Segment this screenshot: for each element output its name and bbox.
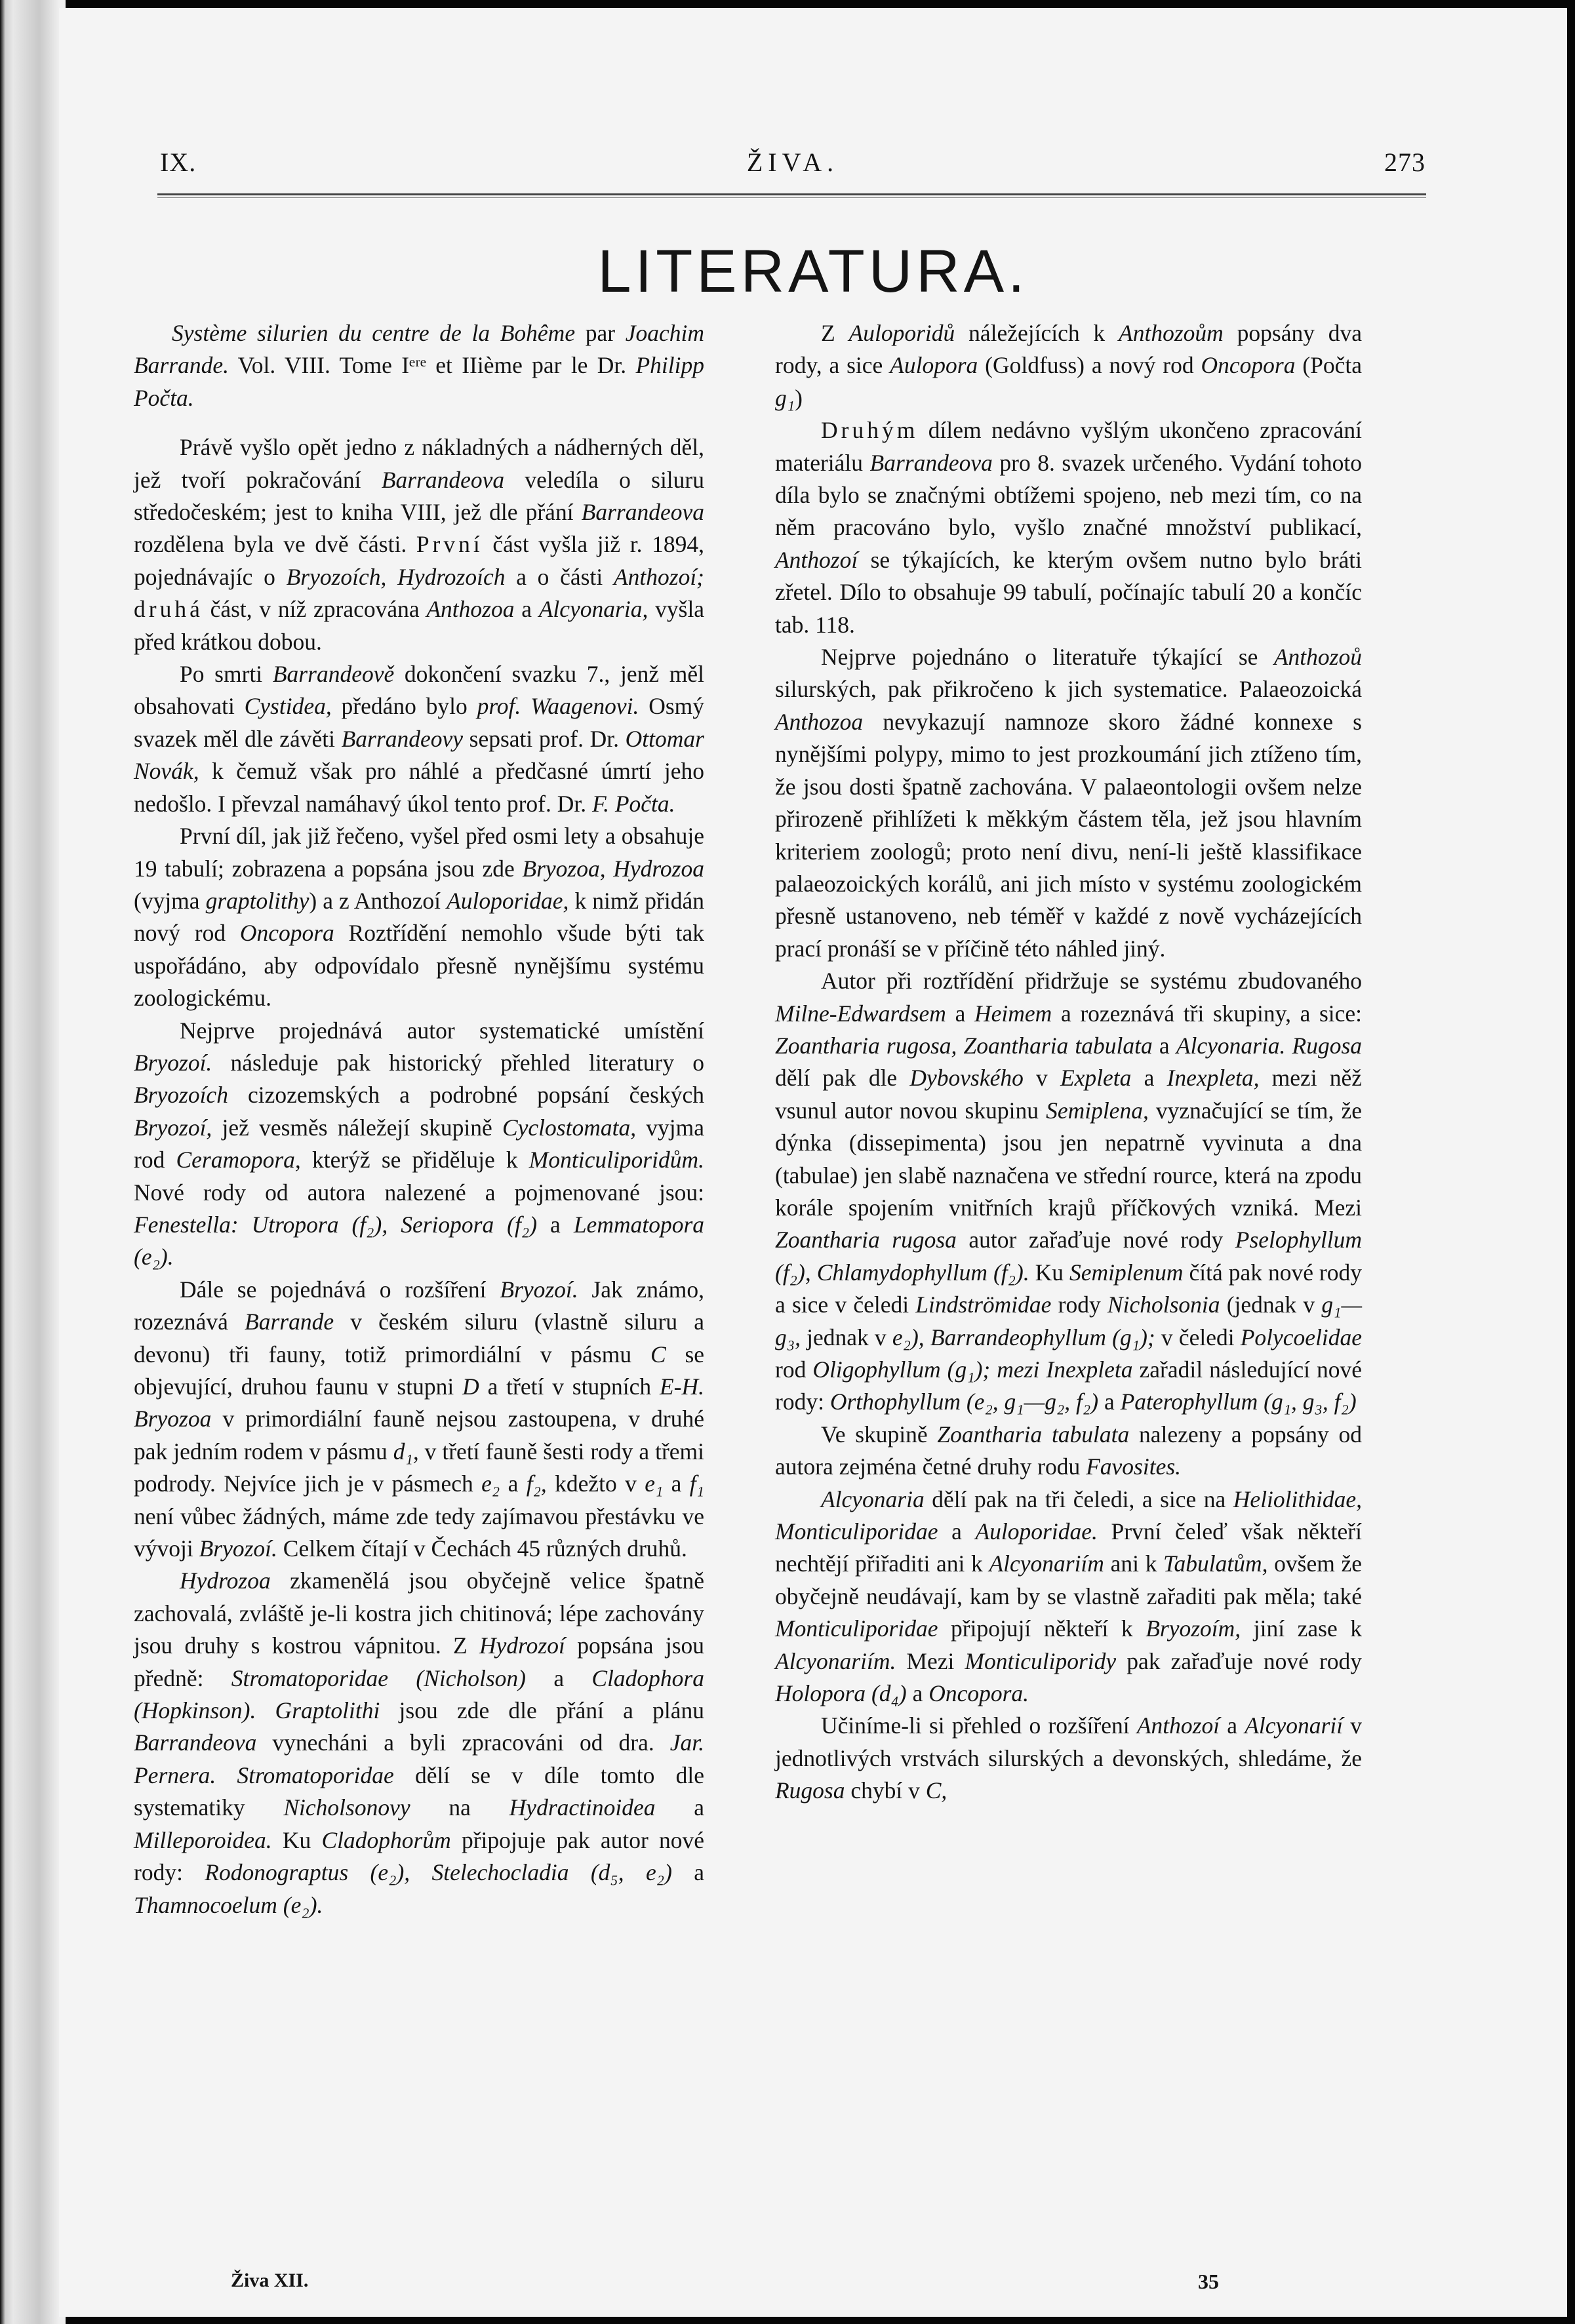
- paragraph: První díl, jak již řečeno, vyšel před osmi lety a obsahuje 19 tabulí; zobrazena a popsána jsou zde Bryozoa, Hydrozoa (vyjma graptolithy) a z Anthozoí Auloporidae, k nimž přidán nový rod Oncopora Roztřídění nemohlo všude býti tak uspořádáno, aby odpovídalo přesně nynějšímu systému zoologickému.: [134, 823, 705, 1012]
- left-column: [134, 317, 704, 1921]
- page-number: 273: [1384, 148, 1425, 177]
- volume-number: IX.: [160, 148, 197, 177]
- paragraph: Autor při roztřídění přidržuje se systému zbudovaného Milne-Edwardsem a Heimem a rozeznává tři skupiny, a sice: Zoantharia rugosa, Zoantharia tabulata a Alcyonaria. Rugosa dělí pak dle Dybovského v Expleta a Inexpleta, mezi něž vsunul autor novou skupinu Semiplena, vyznačující se tím, že dýnka (dissepimenta) jsou jen nepatrně vyvinuta a dna (tabulae) jen slabě naznačena ve střední rource, která na zpodu korále spojením vnitřních krajů příčkových vzniká. Mezi Zoantharia rugosa autor zařaďuje nové rody Pselophyllum (f₂), Chlamydophyllum (f₂). Ku Semiplenum čítá pak nové rody a sice v čeledi Lindströmidae rody Nicholsonia (jednak v g₁—g₃, jednak v e₂), Barrandeophyllum (g₁); v čeledi Polycoelidae rod Oligophyllum (g₁); mezi Inexpleta zařadil následující nové rody: Orthophyllum (e₂, g₁—g₂, f₂) a Paterophyllum (g₁, g₃, f₂): [775, 968, 1363, 1415]
- running-header: [160, 134, 1425, 186]
- right-column: [775, 317, 1362, 1807]
- paragraph: Alcyonaria dělí pak na tři čeledi, a sice na Heliolithidae, Monticuliporidae a Auloporidae. První čeleď však někteří nechtějí přiřaditi ani k Alcyonariím ani k Tabulatům, ovšem že obyčejně neudávají, kam by se vlastně zařaditi pak měla; také Monticuliporidae připojují někteří k Bryozoím, jiní zase k Alcyonariím. Mezi Monticuliporidy pak zařaďuje nové rody Holopora (d₄) a Oncopora.: [775, 1486, 1363, 1707]
- signature-mark: Živa XII.: [231, 2270, 309, 2291]
- book-citation: Système silurien du centre de la Bohême par Joachim Barrande. Vol. VIII. Tome Iᵉʳᵉ et IIième par le Dr. Philipp Počta.: [134, 320, 704, 411]
- paragraph: Učiníme-li si přehled o rozšíření Anthozoí a Alcyonarií v jednotlivých vrstvách silurských a devonských, shledáme, že Rugosa chybí v C,: [775, 1712, 1363, 1804]
- paragraph: Po smrti Barrandeově dokončení svazku 7., jenž měl obsahovati Cystidea, předáno bylo prof. Waagenovi. Osmý svazek měl dle závěti Barrandeovy sepsati prof. Dr. Ottomar Novák, k čemuž však pro náhlé a předčasné úmrtí jeho nedošlo. I převzal namáhavý úkol tento prof. Dr. F. Počta.: [134, 661, 705, 817]
- paragraph: Nejprve projednává autor systematické umístění Bryozoí. následuje pak historický přehled literatury o Bryozoích cizozemských a podrobné popsání českých Bryozoí, jež vesměs náležejí skupině Cyclostomata, vyjma rod Ceramopora, kterýž se přiděluje k Monticuliporidům. Nové rody od autora nalezené a pojmenované jsou: Fenestella: Utropora (f₂), Seriopora (f₂) a Lemmatopora (e₂).: [134, 1017, 705, 1270]
- header-rule: [157, 193, 1426, 198]
- paragraph: Z Auloporidů náležejících k Anthozoům popsány dva rody, a sice Aulopora (Goldfuss) a nový rod Oncopora (Počta g₁): [775, 320, 1363, 411]
- paragraph: Druhým dílem nedávno vyšlým ukončeno zpracování materiálu Barrandeova pro 8. svazek určeného. Vydání tohoto díla bylo se značnými obtížemi spojeno, neb mezi tím, co na něm pracováno bylo, vyšlo značné množství publikací, Anthozoí se týkajících, ke kterým ovšem nutno bylo bráti zřetel. Dílo to obsahuje 99 tabulí, počínajíc tabulí 20 a končíc tab. 118.: [775, 417, 1363, 638]
- paragraph: Nejprve pojednáno o literatuře týkající se Anthozoů silurských, pak přikročeno k jich systematice. Palaeozoická Anthozoa nevykazují namnoze skoro žádné konnexe s nynějšími polypy, mimo to jest prozkoumání jich ztíženo tím, že jsou dosti špatně zachována. V palaeontologii ovšem nelze přirozeně přihlížeti k měkkým částem těla, jež jsou hlavním kriteriem zoologů; proto není divu, není-li ještě klassifikace palaeozoických korálů, ani jich místo v systému zoologickém přesně ustanoveno, neb téměř v každé z nově vycházejících prací pronáší se v příčině této náhled jiný.: [775, 644, 1362, 962]
- paragraph: Ve skupině Zoantharia tabulata nalezeny a popsány od autora zejména četné druhy rodu Favosites.: [775, 1421, 1362, 1480]
- journal-name: ŽIVA.: [746, 148, 839, 177]
- scan-edge: [0, 0, 66, 2324]
- paragraph: Dále se pojednává o rozšíření Bryozoí. Jak známo, rozeznává Barrande v českém siluru (vlastně siluru a devonu) tři fauny, totiž primordiální v pásmu C se objevující, druhou faunu v stupni D a třetí v stupních E-H. Bryozoa v primordiální fauně nejsou zastoupena, v druhé pak jedním rodem v pásmu d₁, v třetí fauně šesti rody a třemi podrody. Nejvíce jich je v pásmech e₂ a f₂, kdežto v e₁ a f₁ není vůbec žádných, máme zde tedy zajímavou přestávku ve vývoji Bryozoí. Celkem čítají v Čechách 45 různých druhů.: [134, 1276, 705, 1562]
- sheet-number: 35: [1198, 2270, 1219, 2293]
- section-title: LITERATURA.: [597, 238, 1029, 305]
- page: [59, 8, 1567, 2317]
- paragraph: Hydrozoa zkamenělá jsou obyčejně velice špatně zachovalá, zvláště je-li kostra jich chitinová; lépe zachovány jsou druhy s kostrou vápnitou. Z Hydrozoí popsána jsou předně: Stromatoporidae (Nicholson) a Cladophora (Hopkinson). Graptolithi jsou zde dle přání a plánu Barrandeova vynecháni a byli zpracováni od dra. Jar. Pernera. Stromatoporidae dělí se v díle tomto dle systematiky Nicholsonovy na Hydractinoidea a Milleporoidea. Ku Cladophorům připojuje pak autor nové rody: Rodonograptus (e₂), Stelechocladia (d₅, e₂) a Thamnocoelum (e₂).: [134, 1567, 705, 1918]
- paragraph: Právě vyšlo opět jedno z nákladných a nádherných děl, jež tvoří pokračování Barrandeova veledíla o siluru středočeském; jest to kniha VIII, jež dle přání Barrandeova rozdělena byla ve dvě části. První část vyšla již r. 1894, pojednávajíc o Bryozoích, Hydrozoích a o části Anthozoí; druhá část, v níž zpracována Anthozoa a Alcyonaria, vyšla před krátkou dobou.: [134, 434, 705, 655]
